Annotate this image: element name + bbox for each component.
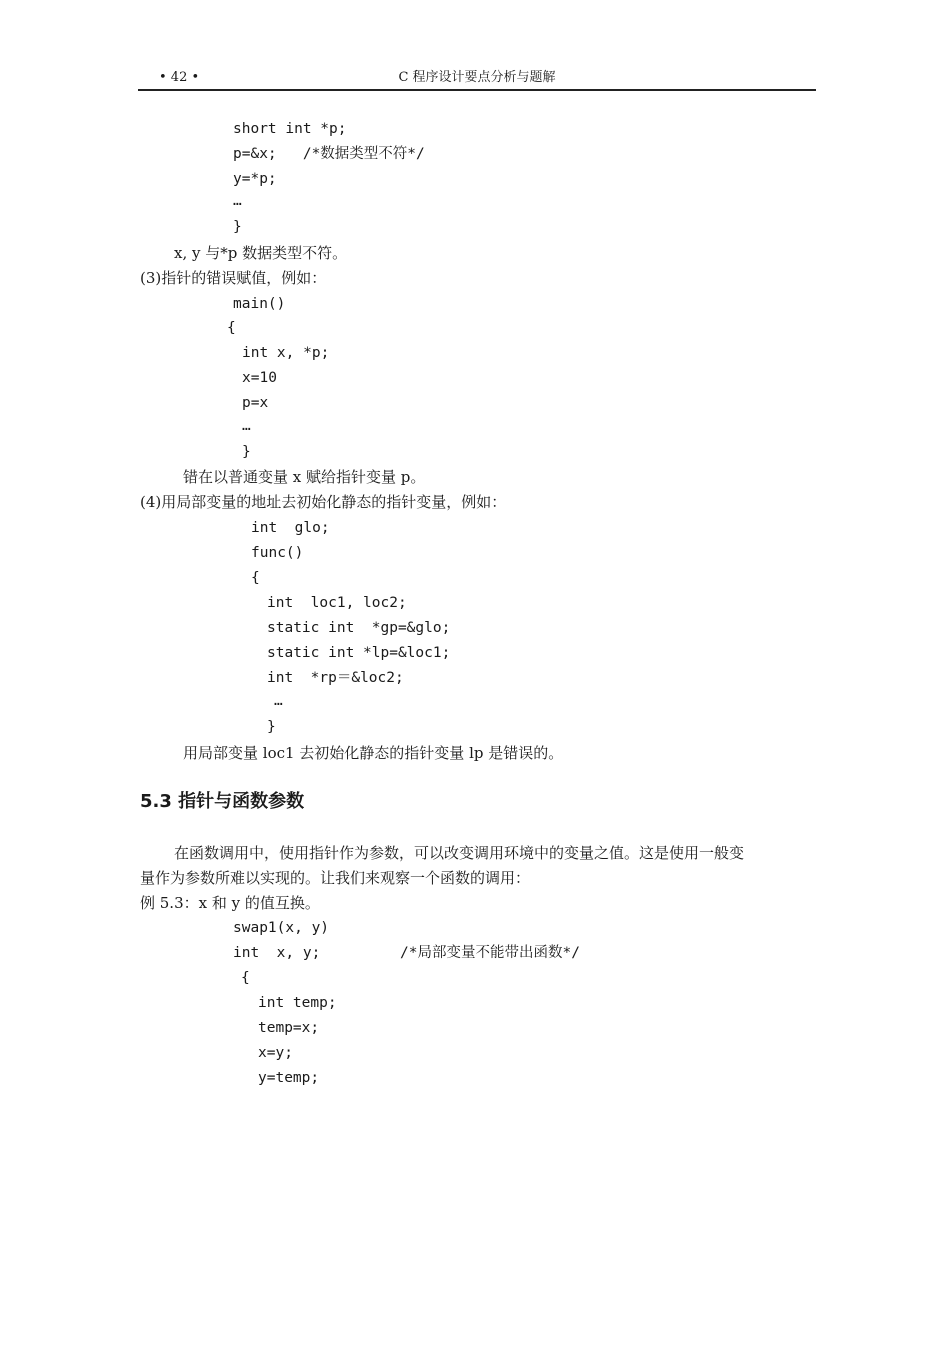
code-line: short int *p; <box>233 121 347 137</box>
paragraph-line: 在函数调用中，使用指针作为参数，可以改变调用环境中的变量之值。这是使用一般变 <box>174 844 745 862</box>
running-title: C 程序设计要点分析与题解 <box>398 70 556 85</box>
code-ellipsis: … <box>233 193 242 209</box>
code-line: p=&x; /*数据类型不符*/ <box>233 146 425 162</box>
code-line: main() <box>233 296 286 312</box>
code-line: { <box>227 320 236 336</box>
code-line: int loc1, loc2; <box>267 595 407 611</box>
code-line: } <box>242 444 251 460</box>
code-line: func() <box>251 545 304 561</box>
code-line: static int *lp=&loc1; <box>267 645 451 661</box>
code-ellipsis: … <box>242 418 251 434</box>
code-line: } <box>267 719 276 735</box>
code-line: int temp; <box>258 995 337 1011</box>
example-label: 例 5.3：x 和 y 的值互换。 <box>140 894 320 912</box>
code-line: int glo; <box>251 520 330 536</box>
code-line: temp=x; <box>258 1020 320 1036</box>
code-line: x=10 <box>242 370 277 386</box>
code-line: { <box>241 970 250 986</box>
code-line: int x, *p; <box>242 345 330 361</box>
list-item-title: (3)指针的错误赋值，例如： <box>140 269 327 287</box>
code-line: y=temp; <box>258 1070 320 1086</box>
code-line: swap1(x, y) <box>233 920 330 936</box>
code-line: p=x <box>242 395 269 411</box>
paragraph-line: 量作为参数所难以实现的。让我们来观察一个函数的调用： <box>140 869 531 887</box>
code-line: static int *gp=&glo; <box>267 620 451 636</box>
code-line: int x, y; <box>233 945 321 961</box>
code-line: x=y; <box>258 1045 293 1061</box>
explanation-text: 用局部变量 loc1 去初始化静态的指针变量 lp 是错误的。 <box>183 744 564 762</box>
explanation-text: 错在以普通变量 x 赋给指针变量 p。 <box>183 468 426 486</box>
code-line: } <box>233 219 242 235</box>
code-line: { <box>251 570 260 586</box>
explanation-text: x, y 与*p 数据类型不符。 <box>174 244 348 262</box>
code-line: y=*p; <box>233 171 277 187</box>
section-heading: 5.3 指针与函数参数 <box>140 791 305 812</box>
code-ellipsis: … <box>274 693 283 709</box>
page-header <box>138 69 816 91</box>
code-line: int *rp＝&loc2; <box>267 670 404 686</box>
list-item-title: (4)用局部变量的地址去初始化静态的指针变量，例如： <box>140 493 507 511</box>
page-number: • 42 • <box>159 70 200 85</box>
code-comment: /*局部变量不能带出函数*/ <box>400 945 580 961</box>
